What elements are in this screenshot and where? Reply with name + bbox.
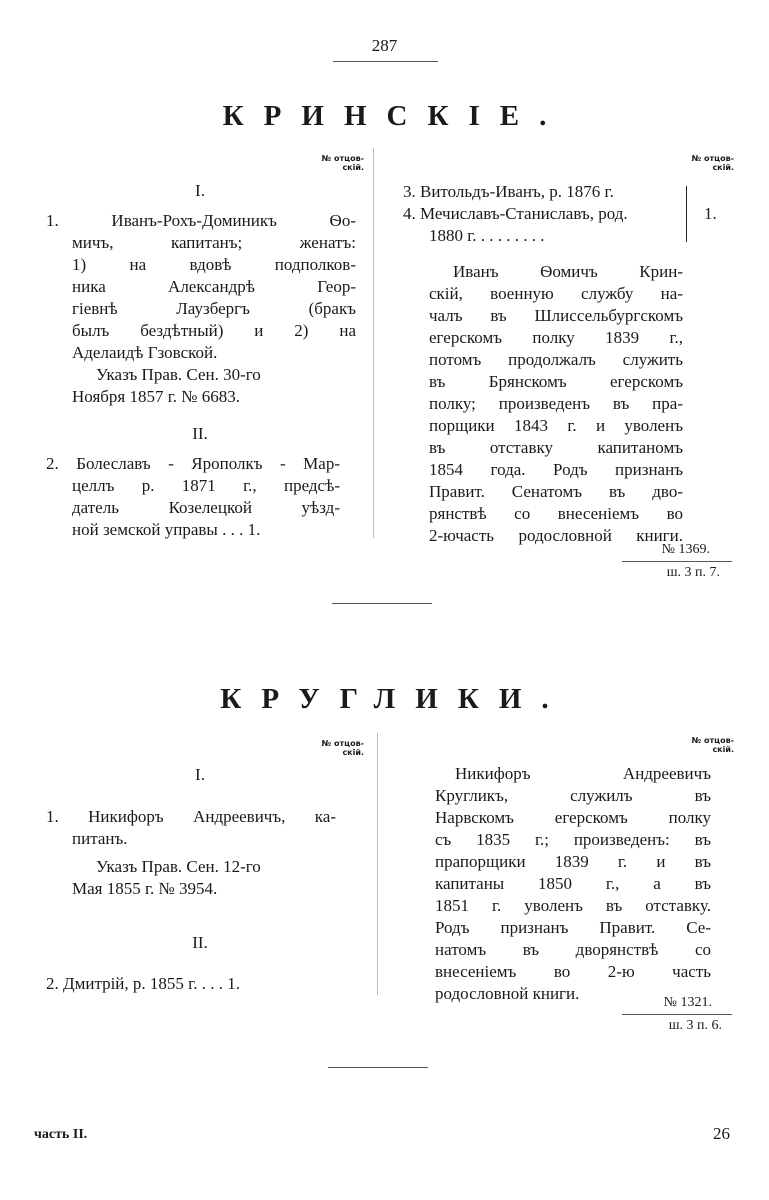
text-line: 1. Никифоръ Андреевичъ, ка-	[46, 807, 336, 826]
text-line: полку; произведенъ въ пра-	[429, 394, 683, 413]
section-divider	[332, 603, 432, 604]
decree-nikifor	[46, 856, 336, 900]
brace	[680, 186, 687, 242]
father-number-header-left: № отцов- скій.	[321, 154, 364, 172]
text-line: рянствѣ со внесеніемъ во	[429, 504, 683, 523]
entry-mechislav-year: 1880 г. . . . . . . . .	[429, 226, 545, 245]
generation-label: II.	[192, 424, 208, 443]
family-title-krugliki: КРУГЛИКИ.	[220, 683, 569, 715]
text-line: порщики 1843 г. и уволенъ	[429, 416, 683, 435]
section-divider	[328, 1067, 428, 1068]
column-divider	[377, 733, 378, 995]
text-line: 1. Иванъ-Рохъ-Доминикъ Ѳо-	[46, 211, 356, 230]
part-label: часть II.	[34, 1127, 88, 1142]
text-line: Иванъ Ѳомичъ Крин-	[453, 262, 683, 281]
text-line: Кругликъ, служилъ въ	[435, 786, 711, 805]
signature-number: 26	[713, 1124, 730, 1143]
record-location: ш. 3 п. 6.	[668, 1018, 722, 1033]
text-line: родословной книги.	[435, 984, 580, 1003]
text-line: внесеніемъ во 2-ю часть	[435, 962, 711, 981]
text-line: датель Козелецкой уѣзд-	[72, 498, 340, 517]
text-line: 2. Дмитрій, р. 1855 г. . . . 1.	[46, 974, 240, 993]
text-line: въ отставку капитаномъ	[429, 438, 683, 457]
father-number-header-right: № отцов- скій.	[691, 154, 734, 172]
text-line: прапорщики 1839 г. и въ	[435, 852, 711, 871]
text-line: гіевнѣ Лаузбергъ (бракъ	[72, 299, 356, 318]
generation-label: I.	[195, 181, 205, 200]
record-rule	[622, 561, 732, 562]
text-line: въ Брянскомъ егерскомъ	[429, 372, 683, 391]
entry-vitold: 3. Витольдъ-Иванъ, р. 1876 г.	[403, 182, 614, 201]
text-line: егерскомъ полку 1839 г.,	[429, 328, 683, 347]
decree-line: Указъ Прав. Сен. 12-го	[96, 857, 261, 876]
text-line: капитаны 1850 г., а въ	[435, 874, 711, 893]
generation-label: I.	[195, 765, 205, 784]
text-line: питанъ.	[72, 829, 128, 848]
text-line: 1854 года. Родъ признанъ	[429, 460, 683, 479]
decree-line: Мая 1855 г. № 3954.	[72, 879, 218, 898]
header-rule	[333, 61, 438, 62]
text-line: 2. Болеславъ - Ярополкъ - Мар-	[46, 454, 340, 473]
father-number-header-left: № отцов- скій.	[321, 739, 364, 757]
decree-line: Указъ Прав. Сен. 30-го	[96, 365, 261, 384]
text-line: Правит. Сенатомъ въ дво-	[429, 482, 683, 501]
entry-ivan-roch	[46, 210, 356, 408]
text-line: скій, военную службу на-	[429, 284, 683, 303]
record-number: № 1321.	[663, 995, 712, 1010]
entry-dmitry	[46, 973, 376, 995]
generation-label: II.	[192, 933, 208, 952]
decree-line: Ноября 1857 г. № 6683.	[72, 387, 241, 406]
text-line: былъ бездѣтный) и 2) на	[72, 321, 356, 340]
father-number: 1.	[704, 204, 717, 223]
entry-nikifor	[46, 806, 336, 850]
text-line: целлъ р. 1871 г., предсѣ-	[72, 476, 340, 495]
page-number: 287	[371, 36, 398, 55]
text-line: ника Александрѣ Геор-	[72, 277, 356, 296]
father-number-header-right: № отцов- скій.	[691, 736, 734, 754]
record-location: ш. 3 п. 7.	[666, 565, 720, 580]
bio-nikifor-kruglik	[435, 763, 711, 1005]
family-title-krinskie: КРИНСКІЕ.	[222, 100, 567, 132]
column-divider	[373, 148, 374, 538]
text-line: потомъ продолжалъ служить	[429, 350, 683, 369]
text-line: Родъ признанъ Правит. Се-	[435, 918, 711, 937]
bio-ivan-krinsky	[429, 261, 683, 547]
text-line: 2-ючасть родословной книги.	[429, 526, 683, 545]
text-line: Никифоръ Андреевичъ	[455, 764, 711, 783]
record-number: № 1369.	[661, 542, 710, 557]
entry-mechislav: 4. Мечиславъ-Станиславъ, род.	[403, 204, 628, 223]
text-line: 1851 г. уволенъ въ отставку.	[435, 896, 711, 915]
text-line: мичъ, капитанъ; женатъ:	[72, 233, 356, 252]
text-line: ной земской управы . . . 1.	[72, 520, 261, 539]
text-line: натомъ въ дворянствѣ со	[435, 940, 711, 959]
text-line: съ 1835 г.; произведенъ: въ	[435, 830, 711, 849]
text-line: Аделаидѣ Гзовской.	[72, 343, 218, 362]
entries-3-4	[403, 181, 693, 247]
text-line: Нарвскомъ егерскомъ полку	[435, 808, 711, 827]
entry-boleslav	[46, 453, 366, 541]
text-line: чалъ въ Шлиссельбургскомъ	[429, 306, 683, 325]
record-rule	[622, 1014, 732, 1015]
text-line: 1) на вдовѣ подполков-	[72, 255, 356, 274]
